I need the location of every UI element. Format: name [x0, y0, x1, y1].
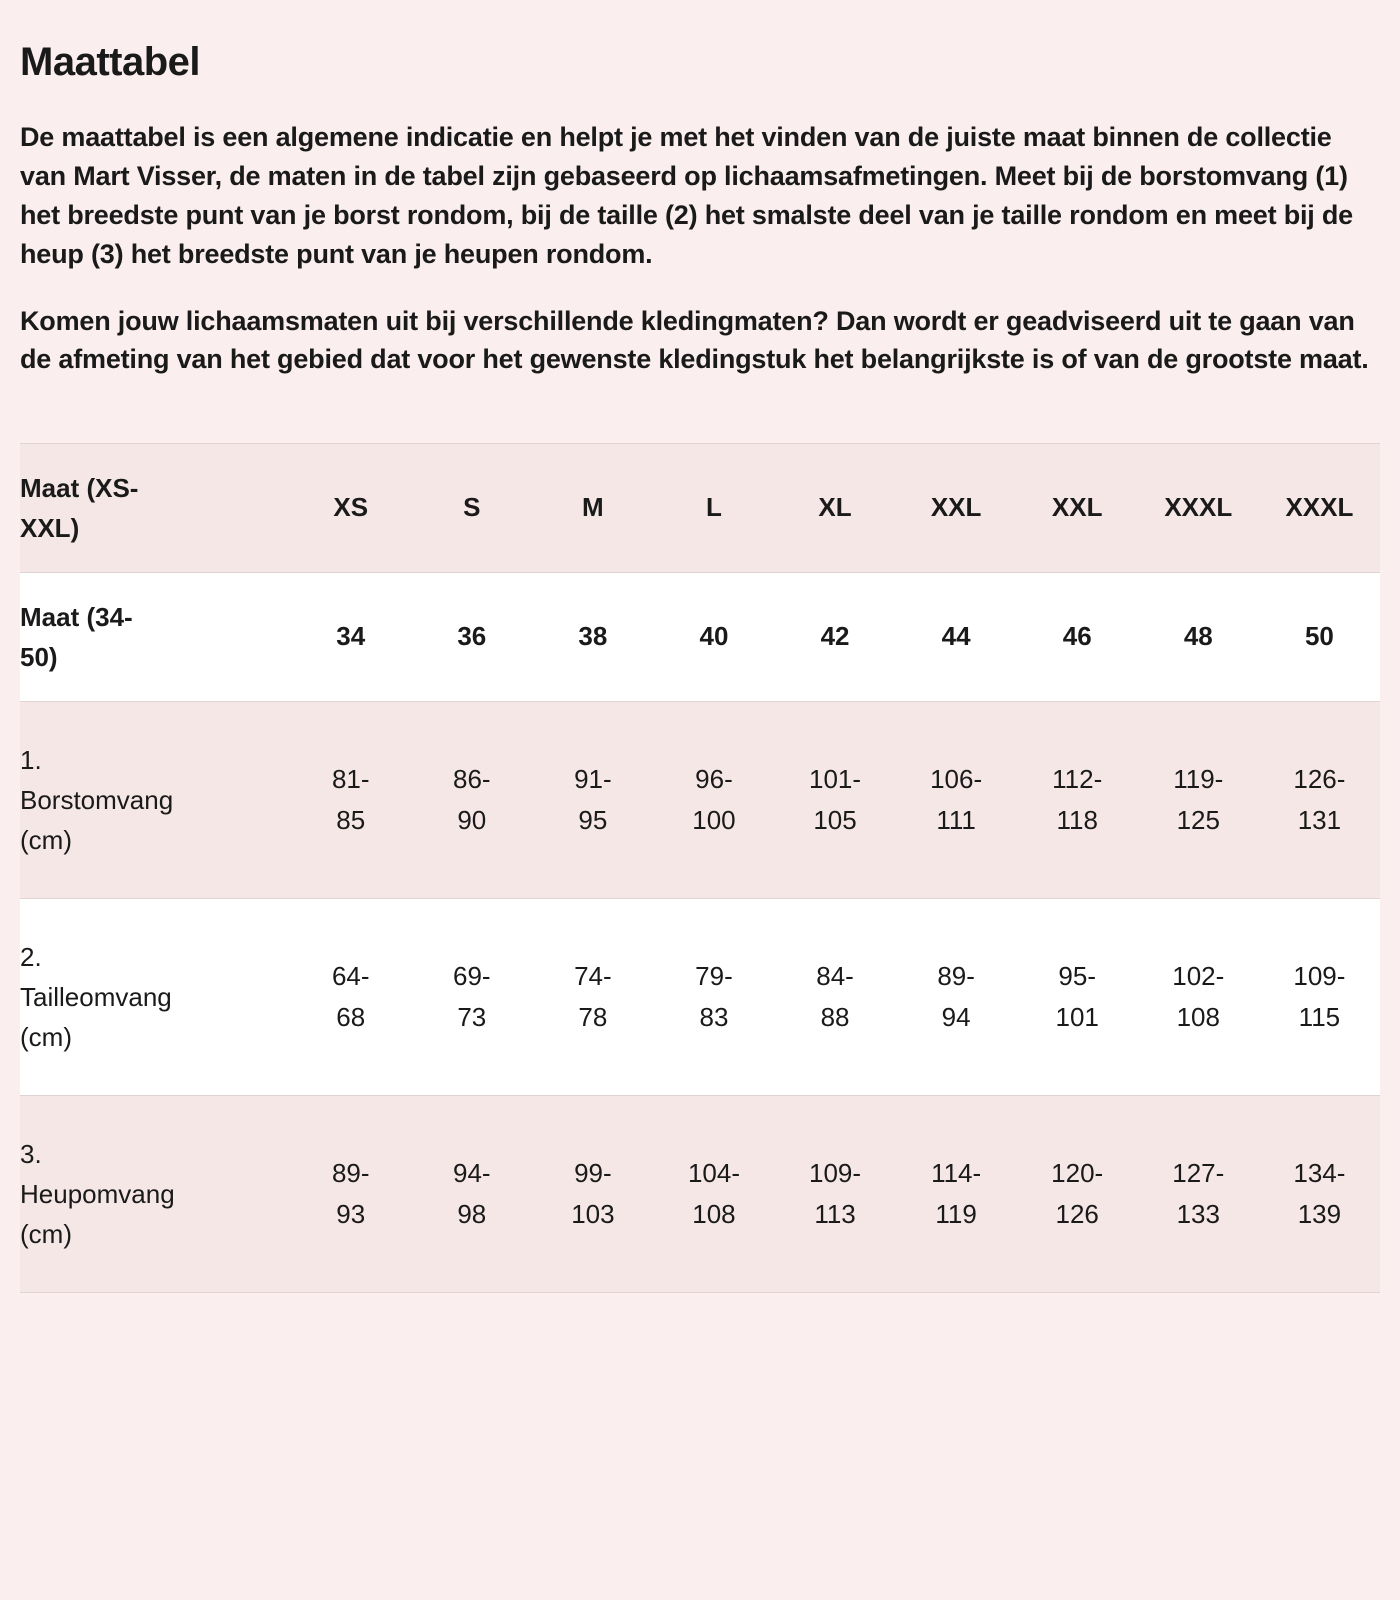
cell-hip-8: 127- 133 [1138, 1096, 1259, 1293]
intro-paragraph-2: Komen jouw lichaamsmaten uit bij verschillende kledingmaten? Dan wordt er geadviseerd uit te gaan van de afmeting van het gebied dat voor het gewenste kledingstuk het belangrijkste is of van de grootste maat. [20, 305, 1369, 375]
intro-paragraph-1: De maattabel is een algemene indicatie en helpt je met het vinden van de juiste maat binnen de collectie van Mart Visser, de maten in de tabel zijn gebaseerd op lichaamsafmetingen. Meet bij de borstomvang (1) het breedste punt van je borst rondom, bij de taille (2) het smalste deel van je taille rondom en meet bij de heup (3) het breedste punt van je heupen rondom. [20, 122, 1353, 269]
cell-size-letter-1: XS [290, 444, 411, 573]
cell-hip-5: 109- 113 [775, 1096, 896, 1293]
table-row [20, 702, 1380, 899]
cell-bust-3: 91- 95 [532, 702, 653, 899]
cell-size-letter-7: XXL [1017, 444, 1138, 573]
row-label-size-number: Maat (34- 50) [20, 573, 290, 702]
cell-bust-1: 81- 85 [290, 702, 411, 899]
cell-bust-4: 96- 100 [653, 702, 774, 899]
cell-size-letter-4: L [653, 444, 774, 573]
cell-waist-7: 95- 101 [1017, 899, 1138, 1096]
table-row [20, 899, 1380, 1096]
cell-waist-2: 69- 73 [411, 899, 532, 1096]
row-label-bust: 1. Borstomvang (cm) [20, 702, 290, 899]
table-row [20, 1096, 1380, 1293]
cell-waist-3: 74- 78 [532, 899, 653, 1096]
cell-size-number-4: 40 [653, 573, 774, 702]
table-row [20, 573, 1380, 702]
cell-size-letter-8: XXXL [1138, 444, 1259, 573]
cell-size-number-1: 34 [290, 573, 411, 702]
table-row [20, 444, 1380, 573]
cell-bust-6: 106- 111 [896, 702, 1017, 899]
cell-waist-8: 102- 108 [1138, 899, 1259, 1096]
cell-waist-9: 109- 115 [1259, 899, 1380, 1096]
cell-hip-2: 94- 98 [411, 1096, 532, 1293]
page-title: Maattabel [20, 40, 200, 84]
size-table-container [20, 443, 1380, 1293]
cell-size-letter-3: M [532, 444, 653, 573]
cell-size-letter-6: XXL [896, 444, 1017, 573]
cell-waist-6: 89- 94 [896, 899, 1017, 1096]
cell-size-letter-9: XXXL [1259, 444, 1380, 573]
row-label-size-letter: Maat (XS- XXL) [20, 444, 290, 573]
cell-hip-6: 114- 119 [896, 1096, 1017, 1293]
cell-size-number-9: 50 [1259, 573, 1380, 702]
cell-hip-3: 99- 103 [532, 1096, 653, 1293]
cell-waist-4: 79- 83 [653, 899, 774, 1096]
cell-size-letter-5: XL [775, 444, 896, 573]
cell-waist-1: 64- 68 [290, 899, 411, 1096]
size-table [20, 443, 1380, 1293]
cell-bust-9: 126- 131 [1259, 702, 1380, 899]
row-label-hip: 3. Heupomvang (cm) [20, 1096, 290, 1293]
row-label-waist: 2. Tailleomvang (cm) [20, 899, 290, 1096]
cell-bust-2: 86- 90 [411, 702, 532, 899]
cell-hip-9: 134- 139 [1259, 1096, 1380, 1293]
cell-size-letter-2: S [411, 444, 532, 573]
cell-waist-5: 84- 88 [775, 899, 896, 1096]
cell-size-number-8: 48 [1138, 573, 1259, 702]
size-table-body [20, 444, 1380, 1293]
cell-hip-4: 104- 108 [653, 1096, 774, 1293]
cell-hip-7: 120- 126 [1017, 1096, 1138, 1293]
cell-size-number-3: 38 [532, 573, 653, 702]
cell-bust-8: 119- 125 [1138, 702, 1259, 899]
cell-bust-5: 101- 105 [775, 702, 896, 899]
cell-size-number-2: 36 [411, 573, 532, 702]
cell-size-number-5: 42 [775, 573, 896, 702]
cell-hip-1: 89- 93 [290, 1096, 411, 1293]
cell-bust-7: 112- 118 [1017, 702, 1138, 899]
cell-size-number-7: 46 [1017, 573, 1138, 702]
cell-size-number-6: 44 [896, 573, 1017, 702]
